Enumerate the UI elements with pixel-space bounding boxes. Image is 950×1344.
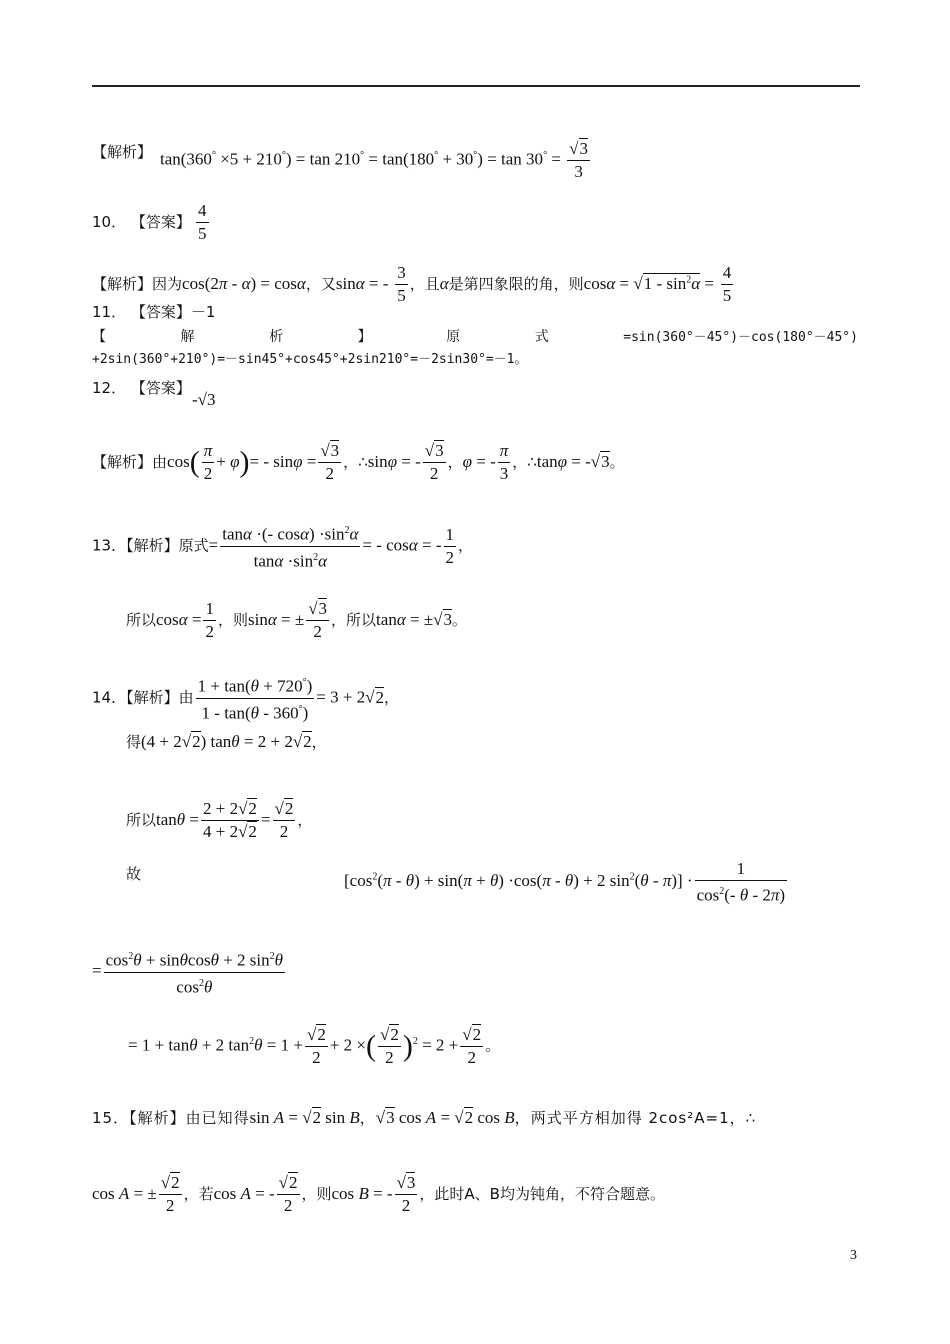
text: 所以 [126, 611, 157, 629]
jiexi-tag: 【解析】 [92, 143, 153, 161]
item-number: 15． [92, 1109, 130, 1127]
item-number: 11． [92, 303, 127, 321]
text: 由已知得 [185, 1109, 250, 1127]
q15-conclusion: cos A = ± $\frac{√2}{2}$ ，若cos A = - $\frac{√2}{2}$ ，则cos B = - $\frac{√3}{2}$ ，此时A、B均为钝角，不符合题意。 [92, 1173, 665, 1215]
page-number: 3 [850, 1248, 857, 1263]
q12-answer-line [92, 378, 191, 398]
text: 因为 [152, 275, 183, 293]
text: 由 [152, 453, 168, 471]
q10-analysis: 【解析】因为cos(2π - α) = cosα，又sinα = - $\frac{3}{5}$ ，且α是第四象限的角，则$\cos\alpha = √1 - \sin^2\alpha$ = $\frac{4}{5}$ [92, 263, 732, 305]
text: ，此时A、B均为钝角，不符合题意。 [419, 1185, 665, 1203]
text: 。 [609, 453, 625, 471]
char: 】 [357, 329, 372, 345]
q13-analysis: 13．【解析】原式= $\frac{\tan\alpha \cdot(- \cos\alpha) \cdot\sin^2\alpha}{\tan\alpha \cdot\sin^2\alpha}$ = - cosα = - $\frac{1}{2}$ ， [92, 524, 474, 571]
text: 。 [452, 611, 468, 629]
q12-analysis: 【解析】由cos( $\frac{\pi}{2}$ + φ)= - sinφ = $\frac{√3}{2}$ ，∴sinφ = - $\frac{√3}{2}$ ，φ = - $\frac{\pi}{3}$ ，∴tanφ = -√3。 [92, 441, 625, 483]
q10-answer: $\frac{4}{5}$ [198, 201, 207, 243]
therefore-symbol: ∴ [358, 453, 368, 471]
jiexi-tag: 【解析】 [92, 275, 153, 293]
text: 原式 [178, 536, 209, 555]
q14-step5: = $\frac{\cos^2\theta + \sin\theta\cos\theta + 2 \sin^2\theta}{\cos^2\theta}$ [92, 950, 283, 997]
char: 【 [92, 329, 106, 345]
q14-gu: 故 [126, 865, 142, 883]
jiexi-tag: 【解析】 [126, 536, 179, 555]
q9-formula: tan(360° ×5 + 210°) = tan 210° = tan(180° + 30°) = tan 30° = $\frac{√3}{3}$ [160, 139, 588, 181]
q14-analysis: 14．【解析】由 $\frac{1 + \tan(\theta + 720^\circ)}{1 - \tan(\theta - 360^\circ)}$ = 3 + 2√2， [92, 676, 400, 723]
q9-analysis [92, 142, 152, 162]
text: 所以 [126, 811, 157, 829]
text: 由 [178, 688, 194, 707]
text: ，又 [305, 275, 336, 293]
text: 。 [485, 1036, 501, 1055]
text: 是第四象限的角，则 [448, 275, 584, 293]
q15-analysis: 15．【解析】由已知得sin A = √2 sin B，√3 cos A = √2 cos B，两式平方相加得 2cos²A=1，∴ [92, 1108, 757, 1127]
text: ，则 [301, 1185, 332, 1203]
text: 两式平方相加得 2cos²A=1，∴ [530, 1109, 757, 1127]
q14-step3: 所以tanθ = $\frac{2 + 2√2}{4 + 2√2}$ = $\frac{√2}{2}$ ， [126, 799, 313, 841]
text: ，则 [217, 611, 248, 629]
item-number: 12． [92, 379, 127, 397]
therefore-symbol: ∴ [527, 453, 537, 471]
text: ，若 [183, 1185, 214, 1203]
q12-answer: -√3 [192, 390, 216, 409]
q11-analysis-line2: +2sin(360°+210°)=－sin45°+cos45°+2sin210°=－2sin30°=－1。 [92, 352, 528, 367]
text: ，所以 [331, 611, 377, 629]
answer-value: －1 [190, 303, 216, 321]
daan-tag: 【答案】 [130, 213, 191, 231]
char: 原 [446, 329, 461, 345]
q11-answer-line [92, 302, 215, 322]
daan-tag: 【答案】 [130, 379, 191, 397]
item-number: 10． [92, 213, 127, 231]
formula-text: =sin(360°－45°)－cos(180°－45°) [623, 330, 858, 345]
text: ，且 [409, 275, 440, 293]
header-rule [92, 85, 860, 87]
jiexi-tag: 【解析】 [126, 688, 179, 707]
char: 解 [180, 329, 195, 345]
item-number: 14． [92, 688, 127, 707]
jiexi-tag: 【解析】 [92, 453, 153, 471]
q10-answer-line [92, 212, 191, 232]
jiexi-tag: 【解析】 [129, 1109, 186, 1127]
q14-step6: = 1 + tanθ + 2 $\tan^2\theta = 1$ + $\frac{√2}{2}$ + 2 ×( $\frac{√2}{2}$ )$^2$ = 2 + $\frac{√2}{2}$ 。 [128, 1025, 501, 1067]
q14-big-expression: [$\cos^2(\pi - \theta) + \sin(\pi + \theta) \cdot\cos(\pi - \theta) + 2$ $\sin^2(\theta - \pi)$] · $\frac{1}{\cos^2(- \theta - 2\pi)}$ [344, 859, 786, 905]
text: 得 [126, 733, 142, 751]
char: 式 [534, 329, 549, 345]
char: 析 [269, 329, 284, 345]
q14-step2: 得(4 + 2√2) tanθ = 2 + 2√2， [126, 732, 327, 751]
daan-tag: 【答案】 [130, 303, 191, 321]
q11-analysis-line1 [92, 326, 858, 346]
item-number: 13． [92, 536, 127, 555]
q13-conclusion: 所以cosα = $\frac{1}{2}$ ，则sinα = ± $\frac{√3}{2}$ ，所以tanα = ±√3。 [126, 599, 468, 641]
